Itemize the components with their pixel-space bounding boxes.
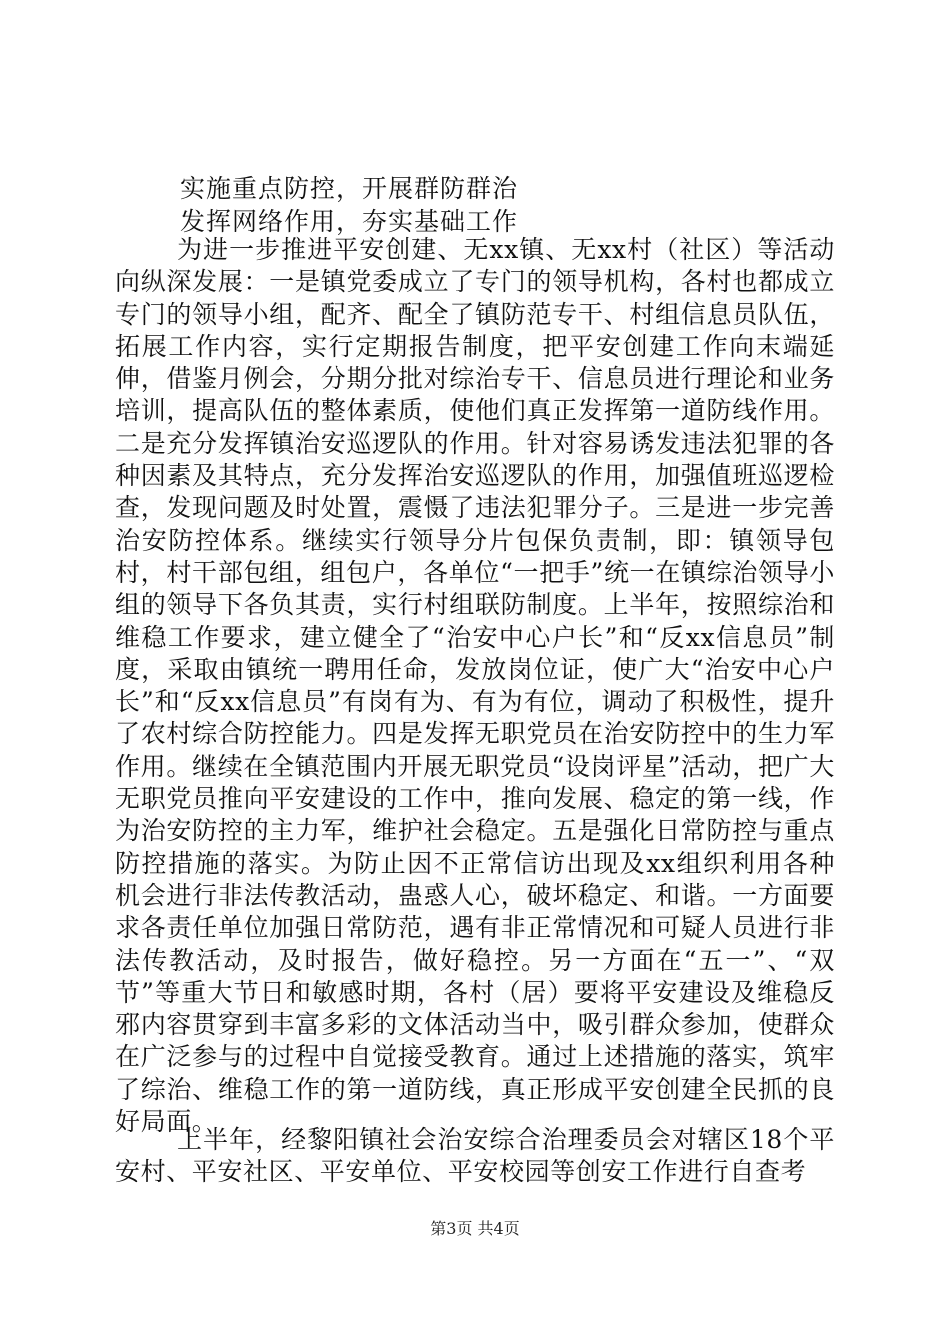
section-heading-2: 发挥网络作用，夯实基础工作 bbox=[180, 207, 519, 236]
body-paragraph-1: 为进一步推进平安创建、无xx镇、无xx村（社区）等活动向纵深发展：一是镇党委成立了专门的领导机构，各村也都成立专门的领导小组，配齐、配全了镇防范专干、村组信息员队伍，拓展工作内容，实行定期报告制度，把平安创建工作向末端延伸，借鉴月例会，分期分批对综治专干、信息员进行理论和业务培训，提高队伍的整体素质，使他们真正发挥第一道防线作用。二是充分发挥镇治安巡逻队的作用。针对容易诱发违法犯罪的各种因素及其特点，充分发挥治安巡逻队的作用，加强值班巡逻检查，发现问题及时处置，震慑了违法犯罪分子。三是进一步完善治安防控体系。继续实行领导分片包保负责制，即：镇领导包村，村干部包组，组包户，各单位“一把手”统一在镇综治领导小组的领导下各负其责，实行村组联防制度。上半年，按照综治和维稳工作要求，建立健全了“治安中心户长”和“反xx信息员”制度，采取由镇统一聘用任命，发放岗位证，使广大“治安中心户长”和“反xx信息员”有岗有为、有为有位，调动了积极性，提升了农村综合防控能力。四是发挥无职党员在治安防控中的生力军作用。继续在全镇范围内开展无职党员“设岗评星”活动，把广大无职党员推向平安建设的工作中，推向发展、稳定的第一线，作为治安防控的主力军，维护社会稳定。五是强化日常防控与重点防控措施的落实。为防止因不正常信访出现及xx组织利用各种机会进行非法传教活动，蛊惑人心，破坏稳定、和谐。一方面要求各责任单位加强日常防范，遇有非正常情况和可疑人员进行非法传教活动，及时报告，做好稳控。另一方面在“五一”、“双节”等重大节日和敏感时期，各村（居）要将平安建设及维稳反邪内容贯穿到丰富多彩的文体活动当中，吸引群众参加，使群众在广泛参与的过程中自觉接受教育。通过上述措施的落实，筑牢了综治、维稳工作的第一道防线，真正形成平安创建全民抓的良好局面。 bbox=[115, 235, 835, 1137]
page-footer: 第3页 共4页 bbox=[430, 1219, 520, 1238]
section-heading-1: 实施重点防控，开展群防群治 bbox=[180, 174, 519, 203]
body-paragraph-2: 上半年，经黎阳镇社会治安综合治理委员会对辖区18个平安村、平安社区、平安单位、平安校园等创安工作进行自查考 bbox=[115, 1125, 835, 1187]
